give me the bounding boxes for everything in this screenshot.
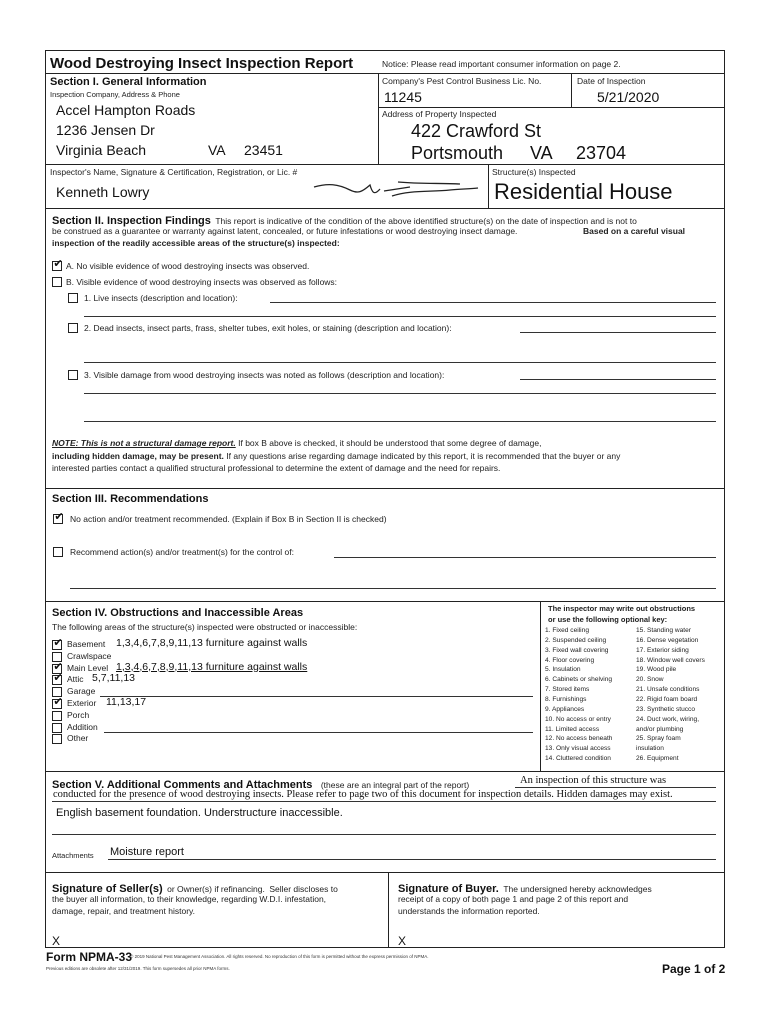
key-item: insulation [636,745,664,753]
area-line [104,732,533,733]
structural-note-line-3: interested parties contact a qualified structural professional to determine the extent of damage and the need for repairs. [52,463,501,473]
area-label: Addition [67,721,98,732]
key-item: 18. Window well covers [636,656,705,664]
area-value[interactable]: 1,3,4,6,7,8,9,11,13 furniture against walls [116,637,308,649]
seller-text-1: Seller discloses to [269,884,338,894]
key-item: and/or plumbing [636,725,684,733]
area-checkbox[interactable] [52,711,62,721]
structural-note-line-1 [52,438,541,448]
area-line [100,696,533,697]
area-label: Garage [67,686,96,697]
recommend-action-checkbox[interactable] [53,547,63,557]
item-3-line[interactable] [520,379,716,380]
recommend-action-label: Recommend action(s) and/or treatment(s) for the control of: [70,547,294,557]
item-3-label: 3. Visible damage from wood destroying insects was noted as follows (description and location): [84,370,445,380]
attachments-line [108,859,716,860]
key-item: 16. Dense vegetation [636,636,699,644]
area-checkbox[interactable] [52,672,63,685]
area-label: Other [67,733,89,744]
attachments-value[interactable]: Moisture report [110,846,184,858]
key-item: 26. Equipment [636,755,679,763]
divider [45,73,725,74]
area-checkbox[interactable] [52,723,62,733]
key-item: 21. Unsafe conditions [636,686,700,694]
key-item: 19. Wood pile [636,666,677,674]
structural-note-text-2: If any questions arise regarding damage indicated by this report, it is recommended that the buyer or any [226,451,621,461]
option-a-checkbox[interactable] [52,258,63,271]
item-3-line-3[interactable] [84,421,716,422]
item-3-checkbox[interactable] [68,370,78,380]
comment-line [515,787,716,788]
company-state[interactable]: VA [208,142,226,158]
company-zip[interactable]: 23451 [244,142,283,158]
key-item: 24. Duct work, wiring, [636,715,700,723]
key-item: 7. Stored items [545,686,590,694]
key-item: 22. Rigid foam board [636,695,698,703]
company-city[interactable]: Virginia Beach [56,142,147,158]
copyright-2: Previous editions are obsolete after 12/31/2019. This form supersedes all prior NPMA forms. [46,966,230,971]
key-item: 6. Cabinets or shelving [545,676,613,684]
buyer-text-1: The undersigned hereby acknowledges [503,884,652,894]
inspector-label: Inspector's Name, Signature & Certification, Registration, or Lic. # [50,167,298,177]
divider [45,771,725,772]
date-label: Date of Inspection [577,76,646,86]
inspector-signature [310,178,490,200]
check-mark-icon: ✔ [53,672,63,685]
findings-intro-2: be construed as a guarantee or warranty against latent, concealed, or future infestations or wood destroying insect damage. [52,226,518,236]
buyer-text-3: understands the information reported. [398,906,540,916]
item-1-line-2[interactable] [84,316,716,317]
buyer-signature-x[interactable]: X [398,934,407,948]
check-mark-icon: ✔ [53,660,63,673]
consumer-notice: Notice: Please read important consumer information on page 2. [382,59,621,69]
seller-text-3: damage, repair, and treatment history. [52,906,196,916]
section-5-title: Section V. Additional Comments and Attachments [52,779,313,791]
area-value[interactable]: 1,3,4,6,7,8,9,11,13 furniture against walls [116,660,308,673]
form-number: Form NPMA-33 [46,950,133,964]
section-5-note: (these are an integral part of the report) [320,780,470,790]
seller-title-suffix: or Owner(s) if refinancing. [167,884,265,894]
inspection-date[interactable]: 5/21/2020 [597,89,660,105]
divider [45,488,725,489]
property-street[interactable]: 422 Crawford St [411,121,542,141]
comment-line [52,801,716,802]
area-value[interactable]: 5,7,11,13 [92,672,136,685]
copyright-1: © 2019 National Pest Management Association. All rights reserved. No reproduction of this form is permitted without the express permission of NPMA. [130,954,429,959]
option-b-label: B. Visible evidence of wood destroying insects was observed as follows: [66,277,338,287]
attachments-label: Attachments [52,851,94,860]
check-mark-icon: ✔ [53,637,63,649]
area-label: Main Level [67,662,109,673]
typed-comment-1[interactable]: An inspection of this structure was [520,775,667,786]
structural-note-line-2 [52,451,620,461]
item-2-checkbox[interactable] [68,323,78,333]
item-1-label: 1. Live insects (description and location): [84,293,238,303]
divider [388,872,389,948]
form-title: Wood Destroying Insect Inspection Report [50,55,354,72]
key-title-2: or use the following optional key: [548,615,668,624]
company-label: Inspection Company, Address & Phone [50,90,180,99]
recommend-action-line-2[interactable] [70,588,716,589]
company-name[interactable]: Accel Hampton Roads [56,102,196,118]
option-b-checkbox[interactable] [52,277,62,287]
section-1-title: Section I. General Information [50,76,207,88]
divider [488,164,489,208]
key-item: 12. No access beneath [545,735,613,743]
no-action-label: No action and/or treatment recommended. (Explain if Box B in Section II is checked) [70,514,387,524]
section-4-title: Section IV. Obstructions and Inaccessible Areas [52,607,304,619]
divider [540,601,541,771]
key-item: 11. Limited access [545,725,600,733]
typed-comment-2[interactable]: conducted for the presence of wood destroying insects. Please refer to page two of this document for inspection details. Hidden damages may exist. [53,789,673,800]
buyer-signature-title: Signature of Buyer. [398,883,499,895]
divider [45,872,725,873]
property-zip[interactable]: 23704 [576,143,627,163]
seller-signature-title: Signature of Seller(s) [52,883,163,895]
findings-intro-bold-b: inspection of the readily accessible areas of the structure(s) inspected: [52,238,340,248]
check-mark-icon: ✔ [53,696,63,708]
buyer-text-2: receipt of a copy of both page 1 and page 2 of this report and [398,894,629,904]
key-item: 17. Exterior siding [636,646,689,654]
area-checkbox[interactable] [52,696,63,709]
divider [45,208,725,209]
divider [571,73,572,107]
license-label: Company's Pest Control Business Lic. No. [382,76,542,86]
structural-note-cont: If box B above is checked, it should be understood that some degree of damage, [238,438,542,448]
key-item: 2. Suspended ceiling [545,636,607,644]
item-2-label: 2. Dead insects, insect parts, frass, shelter tubes, exit holes, or staining (description and location): [84,323,452,333]
key-item: 9. Appliances [545,705,585,713]
license-number[interactable]: 11245 [384,89,422,105]
area-label: Attic [67,674,84,685]
item-2-line-2[interactable] [84,362,716,363]
comment-line [52,834,716,835]
property-state[interactable]: VA [530,143,553,163]
area-label: Basement [67,639,106,649]
property-city[interactable]: Portsmouth [411,143,504,163]
no-action-checkbox[interactable] [53,511,64,524]
item-3-line-2[interactable] [84,393,716,394]
key-item: 10. No access or entry [545,715,611,723]
hidden-damage-note: including hidden damage, may be present. [52,451,224,461]
divider [45,601,725,602]
key-item: 5. Insulation [545,666,581,674]
divider [378,73,379,164]
key-item: 23. Synthetic stucco [636,705,696,713]
check-mark-icon: ✔ [53,258,63,270]
section-2-title: Section II. Inspection Findings [52,215,211,227]
seller-signature-x[interactable]: X [52,934,61,948]
key-title-1: The inspector may write out obstructions [548,604,696,613]
item-1-line[interactable] [270,302,716,303]
key-item: 20. Snow [636,676,664,684]
findings-intro-bold-a: Based on a careful visual [583,226,686,236]
key-item: 4. Floor covering [545,656,595,664]
property-label: Address of Property Inspected [382,109,497,119]
findings-intro-1: This report is indicative of the condition of the above identified structure(s) on the date of inspection and is not to [215,216,637,226]
structures-label: Structure(s) Inspected [492,167,576,177]
additional-comment[interactable]: English basement foundation. Understructure inaccessible. [56,807,343,819]
section-4-subtitle: The following areas of the structure(s) inspected were obstructed or inaccessible: [52,622,358,632]
check-mark-icon: ✔ [54,511,64,523]
section-3-title: Section III. Recommendations [52,493,209,505]
key-item: 13. Only visual access [545,745,611,753]
area-checkbox[interactable] [52,637,63,650]
page-number: Page 1 of 2 [662,962,726,976]
key-item: 8. Furnishings [545,695,587,703]
item-2-line[interactable] [520,332,716,333]
item-1-checkbox[interactable] [68,293,78,303]
seller-text-2: the buyer all information, to their knowledge, regarding W.D.I. infestation, [52,894,327,904]
key-item: 14. Cluttered condition [545,755,611,763]
area-label: Crawlspace [67,650,112,661]
key-item: 25. Spray foam [636,735,681,743]
area-checkbox[interactable] [52,734,62,744]
key-item: 1. Fixed ceiling [545,627,589,634]
key-item: 15. Standing water [636,627,691,634]
structures-inspected[interactable]: Residential House [494,179,673,204]
structural-note-label: NOTE: This is not a structural damage report. [52,438,236,448]
area-label: Porch [67,709,90,720]
area-value[interactable]: 11,13,17 [106,696,147,708]
area-label: Exterior [67,698,97,708]
divider [378,107,725,108]
company-street[interactable]: 1236 Jensen Dr [56,122,155,138]
recommend-action-line[interactable] [334,557,716,558]
key-item: 3. Fixed wall covering [545,646,609,654]
option-a-label: A. No visible evidence of wood destroying insects was observed. [66,261,310,271]
inspector-name[interactable]: Kenneth Lowry [56,184,150,200]
divider [45,164,725,165]
